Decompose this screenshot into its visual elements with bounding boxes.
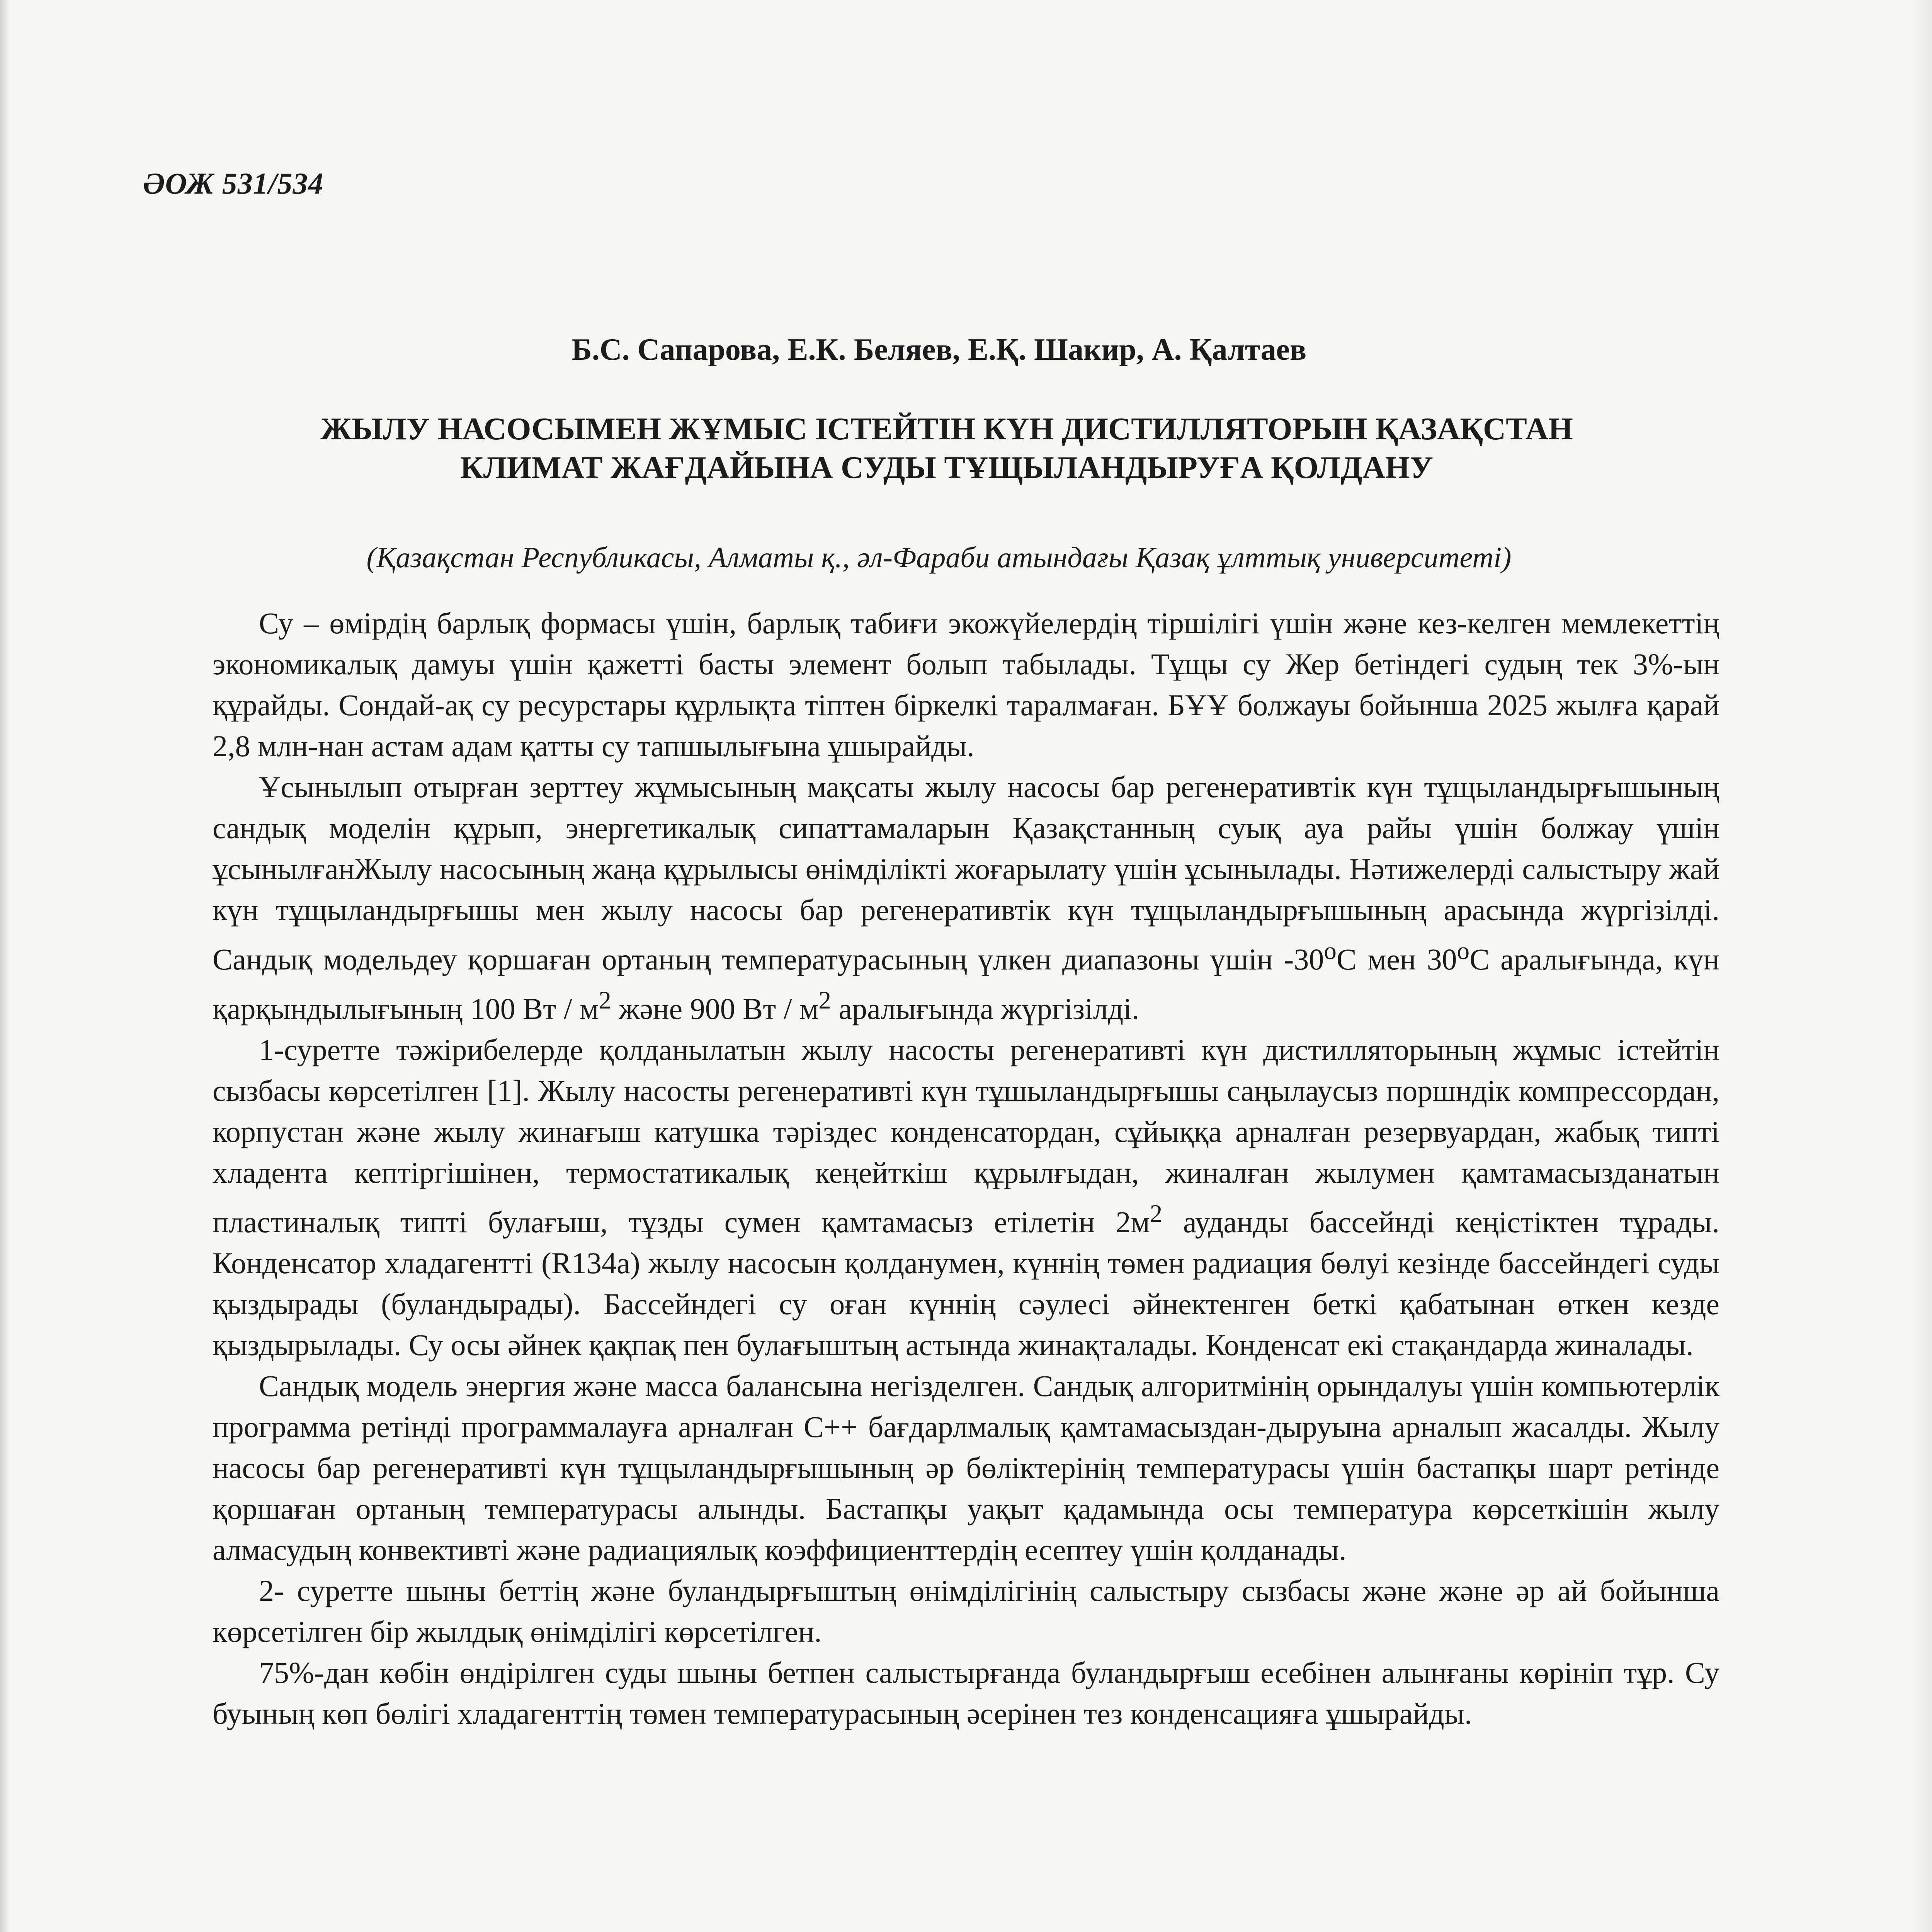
- paragraph-2-text: С мен 30: [1336, 942, 1457, 976]
- paragraph-2-text: және 900 Вт / м: [611, 992, 819, 1026]
- degree-superscript: o: [1324, 937, 1337, 965]
- udc-code: ӘОЖ 531/534: [143, 167, 324, 200]
- square-superscript: 2: [818, 986, 831, 1014]
- paragraph-2: [213, 767, 1719, 1029]
- article-body: [213, 603, 1719, 1734]
- paragraph-2-text: С аралығында, күн қарқындылығының 100 Вт / м: [213, 942, 1720, 1026]
- paragraph-3: [213, 1029, 1719, 1366]
- scan-left-edge: [0, 0, 10, 1932]
- paragraph-2-text: аралығында жүргізілді.: [831, 992, 1139, 1026]
- paragraph-5: 2- суретте шыны беттің және буландырғыштың өнімділігінің салыстыру сызбасы және және әр ай бойынша көрсетілген бір жылдық өнімділігі көрсетілген.: [213, 1574, 1719, 1648]
- paragraph-3-text: 1-суретте тәжірибелерде қолданылатын жылу насосты регенеративті күн дистилляторының жұмыс істейтін сызбасы көрсетілген [1]. Жылу насосты регенеративті күн тұшыландырғышы саңылаусыз поршндік компрессордан, корпустан және жылу жинағыш катушка тәріздес конденсатордан, сұйыққа арналған резервуардан, жабық типті хладента кептіргішінен, термостатикалық кеңейткіш құрылғыдан, жиналған жылумен қамтамасызданатын пластиналық типті булағыш, тұзды сумен қамтамасыз етілетін 2м: [213, 1033, 1719, 1239]
- scan-right-shadow: [1913, 0, 1932, 1932]
- title-line-2: КЛИМАТ ЖАҒДАЙЫНА СУДЫ ТҰЩЫЛАНДЫРУҒА ҚОЛДАНУ: [460, 450, 1433, 485]
- paragraph-3-text: ауданды бассейнді кеңістіктен тұрады. Конденсатор хладагентті (R134a) жылу насосын қолданумен, күннің төмен радиация бөлуі кезінде бассейндегі суды қыздырады (буландырады). Бассейндегі су оған күннің сәулесі әйнектенген беткі қабатынан өткен кезде қыздырылады. Су осы әйнек қақпақ пен булағыштың астында жинақталады. Конденсат екі стақандарда жиналады.: [213, 1205, 1719, 1362]
- square-superscript: 2: [599, 986, 611, 1014]
- affiliation: (Қазақстан Республикасы, Алматы қ., әл-Фараби атындағы Қазақ ұлттық университеті): [366, 541, 1512, 574]
- authors-line: Б.С. Сапарова, Е.К. Беляев, Е.Қ. Шакир, А. Қалтаев: [571, 333, 1307, 367]
- square-superscript: 2: [1150, 1200, 1163, 1228]
- paragraph-1: Су – өмірдің барлық формасы үшін, барлық табиғи экожүйелердің тіршілігі үшін және кез-келген мемлекеттің экономикалық дамуы үшін қажетті басты элемент болып табылады. Тұщы су Жер бетіндегі судың тек 3%-ын құрайды. Сондай-ақ су ресурстары құрлықта тіптен біркелкі таралмаған. БҰҰ болжауы бойынша 2025 жылға қарай 2,8 млн-нан астам адам қатты су тапшылығына ұшырайды.: [213, 606, 1719, 763]
- degree-superscript: o: [1457, 937, 1470, 965]
- paragraph-2-text: Ұсынылып отырған зерттеу жұмысының мақсаты жылу насосы бар регенеративтік күн тұщыландырғышының сандық моделін құрып, энергетикалық сипаттамаларын Қазақстанның суық ауа райы үшін болжау үшін ұсынылғанЖылу насосының жаңа құрылысы өнімділікті жоғарылату үшін ұсынылады. Нәтижелерді салыстыру жай күн тұщыландырғышы мен жылу насосы бар регенеративтік күн тұщыландырғышының арасында жүргізілді. Сандық модельдеу қоршаған ортаның температурасының үлкен диапазоны үшін -30: [213, 770, 1719, 976]
- title-line-1: ЖЫЛУ НАСОСЫМЕН ЖҰМЫС ІСТЕЙТІН КҮН ДИСТИЛЛЯТОРЫН ҚАЗАҚСТАН: [320, 411, 1573, 446]
- paragraph-4: Сандық модель энергия және масса балансына негізделген. Сандық алгоритмінің орындалуы үшін компьютерлік программа ретінді программалауға арналған С++ бағдарлмалық қамтамасыздан-дыруына арналып жасалды. Жылу насосы бар регенеративті күн тұщыландырғышының әр бөліктерінің температурасы үшін бастапқы шарт ретінде қоршаған ортаның температурасы алынды. Бастапқы уақыт қадамында осы температура көрсеткішін жылу алмасудың конвективті және радиациялық коэффициенттердің есептеу үшін қолданады.: [213, 1369, 1719, 1566]
- article-title: [193, 410, 1700, 487]
- paragraph-6: 75%-дан көбін өндірілген суды шыны бетпен салыстырғанда буландырғыш есебінен алынғаны көрініп тұр. Су буының көп бөлігі хладагенттің төмен температурасының әсерінен тез конденсацияға ұшырайды.: [213, 1656, 1719, 1730]
